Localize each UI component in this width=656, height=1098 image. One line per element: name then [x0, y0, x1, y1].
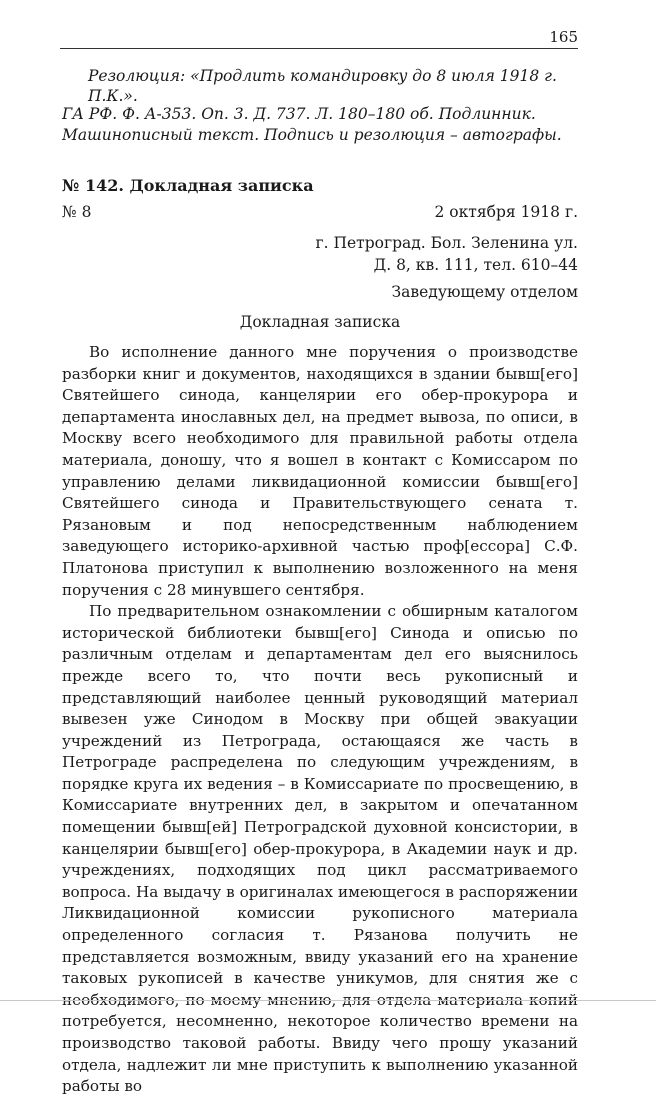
document-heading: № 142. Докладная записка	[62, 176, 314, 195]
address-line: г. Петроград. Бол. Зеленина ул.	[315, 234, 578, 252]
bottom-rule	[0, 1000, 656, 1001]
resolution-note: Резолюция: «Продлить командировку до 8 июля 1918 г. П.К.».	[88, 67, 557, 105]
body-paragraph: По предварительном ознакомлении с обширным каталогом исторической библиотеки бывш[его] Синода и описью по различным отделам и департаментам дел его выяснилось прежде всего то, что почти весь рукописный и представляющий наиболее ценный руководящий материал вывезен уже Синодом в Москву при общей эвакуации учреждений из Петрограда, остающаяся же часть в Петрограде распределена по следующим учреждениям, в порядке круга их ведения – в Комиссариате по просвещению, в Комиссариате внутренних дел, в закрытом и опечатанном помещении бывш[ей] Петроградской духовной консистории, в канцелярии бывш[его] обер-прокурора, в Академии наук и др. учреждениях, подходящих под цикл рассматриваемого вопроса. На выдачу в оригиналах имеющегося в распоряжении Ликвидационной комиссии рукописного материала определенного согласия т. Рязанова получить не представляется возможным, ввиду указаний его на хранение таковых рукописей в качестве уникумов, для снятия же с необходимого, по моему мнению, для отдела материала копий потребуется, несомненно, некоторое количество времени на производство таковой работы. Ввиду чего прошу указаний отдела, надлежит ли мне приступить к выполнению указанной работы во	[62, 602, 578, 1096]
document-date: 2 октября 1918 г.	[434, 203, 578, 221]
page-number: 165	[549, 28, 578, 46]
body-paragraph: Во исполнение данного мне поручения о производстве разборки книг и документов, находящихся в здании бывш[его] Святейшего синода, канцелярии его обер-прокурора и департамента инославных дел, на предмет вывоза, по описи, в Москву всего необходимого для правильной работы отдела материала, доношу, что я вошел в контакт с Комиссаром по управлению делами ликвидационной комиссии бывш[его] Святейшего синода и Правительствующего сената т. Рязановым и под непосредственным наблюдением заведующего историко-архивной частью проф[ессора] С.Ф. Платонова приступил к выполнению возложенного на меня поручения с 28 минувшего сентября.	[62, 343, 578, 599]
archive-reference: ГА РФ. Ф. А-353. Оп. 3. Д. 737. Л. 180–180 об. Подлинник. Машинописный текст. Подпись и резолюция – автографы.	[62, 105, 562, 144]
document-body	[62, 342, 578, 1098]
document-title: Докладная записка	[239, 313, 401, 331]
addressee: Заведующему отделом	[391, 283, 578, 301]
header-rule	[60, 48, 578, 49]
address-line: Д. 8, кв. 111, тел. 610–44	[373, 256, 578, 274]
document-number: № 8	[62, 203, 92, 221]
sender-address	[315, 232, 578, 276]
